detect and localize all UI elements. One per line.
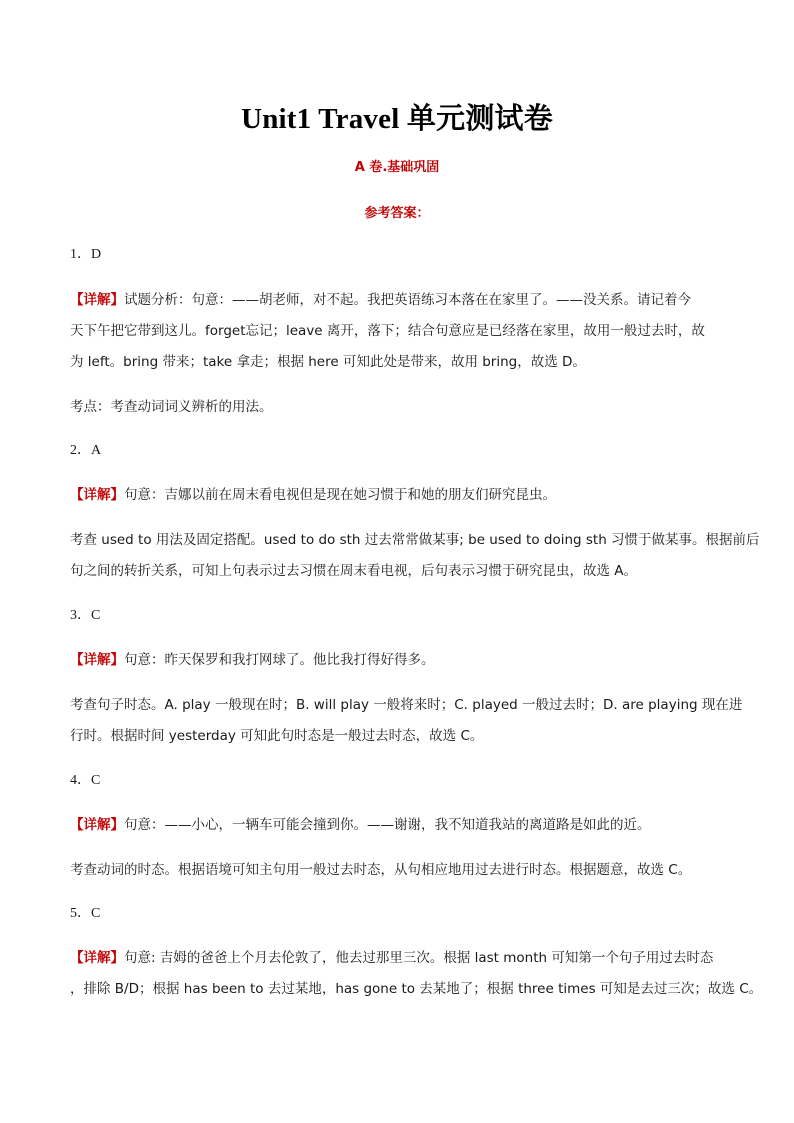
question-4-explanation-line-1 [70, 816, 730, 834]
detail-tag: 【详解】 [70, 652, 124, 668]
detail-tag: 【详解】 [70, 950, 124, 966]
question-1-note: 考点：考查动词词义辨析的用法。 [70, 399, 273, 415]
question-5-explanation-line-1 [70, 949, 730, 967]
question-5-text-2: ，排除 B/D；根据 has been to 去过某地，has gone to 去某地了；根据 three times 可知是去过三次；故选 C。 [70, 981, 763, 997]
question-3-text-1: 句意：昨天保罗和我打网球了。他比我打得好得多。 [124, 652, 435, 668]
question-number-5: 5．C [70, 906, 101, 921]
question-2-text-3: 句之间的转折关系，可知上句表示过去习惯在周末看电视，后句表示习惯于研究昆虫，故选 A。 [70, 563, 638, 579]
page-title: Unit1 Travel 单元测试卷 [241, 103, 553, 135]
question-3-text-3: 行时。根据时间 yesterday 可知此句时态是一般过去时态，故选 C。 [70, 728, 484, 744]
answers-label: 参考答案： [364, 206, 430, 221]
detail-tag: 【详解】 [70, 817, 124, 833]
question-number-1: 1．D [70, 247, 102, 262]
question-number-4: 4．C [70, 773, 101, 788]
detail-tag: 【详解】 [70, 487, 124, 503]
question-3-explanation-line-1 [70, 651, 730, 669]
question-4-text-1: 句意：——小心，一辆车可能会撞到你。——谢谢，我不知道我站的离道路是如此的近。 [124, 817, 651, 833]
question-3-text-2: 考查句子时态。A. play 一般现在时；B. will play 一般将来时；C. played 一般过去时；D. are playing 现在进 [70, 697, 743, 713]
question-4-text-2: 考查动词的时态。根据语境可知主句用一般过去时态，从句相应地用过去进行时态。根据题意，故选 C。 [70, 862, 692, 878]
detail-tag: 【详解】 [70, 292, 124, 308]
section-subtitle: A 卷.基础巩固 [354, 160, 440, 175]
question-5-text-1: 句意: 吉姆的爸爸上个月去伦敦了，他去过那里三次。根据 last month 可知第一个句子用过去时态 [124, 950, 714, 966]
question-number-2: 2．A [70, 443, 102, 458]
question-1-text-1: 试题分析：句意：——胡老师，对不起。我把英语练习本落在在家里了。——没关系。请记着今 [124, 292, 691, 308]
question-1-explanation-line-1 [70, 291, 730, 309]
question-2-text-2: 考查 used to 用法及固定搭配。used to do sth 过去常常做某事; be used to doing sth 习惯于做某事。根据前后 [70, 532, 760, 548]
question-1-text-3: 为 left。bring 带来；take 拿走；根据 here 可知此处是带来，故用 bring，故选 D。 [70, 354, 586, 370]
question-number-3: 3．C [70, 608, 101, 623]
question-2-text-1: 句意：吉娜以前在周末看电视但是现在她习惯于和她的朋友们研究昆虫。 [124, 487, 556, 503]
question-1-text-2: 天下午把它带到这儿。forget忘记；leave 离开，落下；结合句意应是已经落在家里，故用一般过去时，故 [70, 323, 705, 339]
question-2-explanation-line-1 [70, 486, 730, 504]
